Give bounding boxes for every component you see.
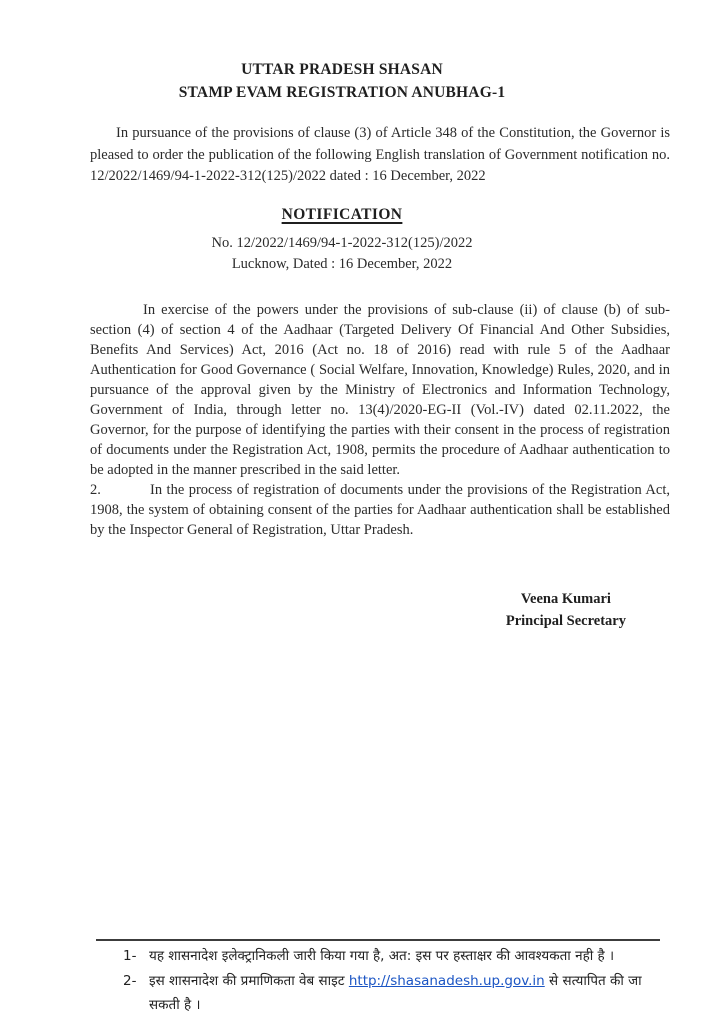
- signatory-designation: Principal Secretary: [505, 612, 626, 629]
- footer-divider-line: [96, 939, 660, 941]
- notification-heading: NOTIFICATION: [281, 205, 403, 223]
- body-paragraph-2: [90, 480, 670, 540]
- paragraph-2-text: In the process of registration of documents under the provisions of the Registration Act, 1908, the system of obtaining consent of the parties for Aadhaar authentication shall be established by the Inspector General of Registration, Uttar Pradesh.: [90, 481, 670, 538]
- intro-paragraph: In pursuance of the provisions of clause (3) of Article 348 of the Constitution, the Governor is pleased to order the publication of the following English translation of Government notification no. 12/2022/1469/94-1-2022-312(125)/2022 dated : 16 December, 2022: [90, 125, 670, 184]
- notification-heading-row: [52, 203, 632, 226]
- paragraph-number: 2.: [90, 481, 101, 498]
- footnote-2-text: [149, 969, 660, 1018]
- footnote-2-number: 2-: [123, 972, 137, 989]
- footnote-2-text-before-link: इस शासनादेश की प्रमाणिकता वेब साइट: [149, 972, 349, 989]
- department-title-line1: UTTAR PRADESH SHASAN: [241, 61, 443, 78]
- shasanadesh-website-link[interactable]: http://shasanadesh.up.gov.in: [348, 972, 545, 989]
- footnote-1-number: 1-: [123, 948, 137, 964]
- department-title-line2: STAMP EVAM REGISTRATION ANUBHAG-1: [178, 84, 506, 101]
- signatory-name: Veena Kumari: [520, 590, 611, 607]
- body-paragraph-1: In exercise of the powers under the provisions of sub-clause (ii) of clause (b) of sub-section (4) of section 4 of the Aadhaar (Targeted Delivery Of Financial And Other Subsidies, Benefits And Services) Act, 2016 (Act no. 18 of 2016) read with rule 5 of the Aadhaar Authentication for Good Governance ( Social Welfare, Innovation, Knowledge) Rules, 2020, and in pursuance of the approval given by the Ministry of Electronics and Information Technology, Government of India, through letter no. 13(4)/2020-EG-II (Vol.-IV) dated 02.11.2022, the Governor, for the purpose of identifying the parties with their consent in the process of registration of documents under the Registration Act, 1908, permits the procedure of Aadhaar authentication to be adopted in the manner prescribed in the said letter.: [90, 301, 670, 478]
- footnote-1: [96, 944, 660, 969]
- signature-block: [506, 588, 626, 632]
- notification-number: No. 12/2022/1469/94-1-2022-312(125)/2022: [211, 234, 473, 251]
- footnote-1-text: यह शासनादेश इलेक्ट्रानिकली जारी किया गया है, अत: इस पर हस्ताक्षर की आवश्यकता नही है ।: [149, 948, 615, 964]
- notification-place-date: Lucknow, Dated : 16 December, 2022: [231, 256, 453, 272]
- footnote-2-text-after-link: से सत्यापित की जा सकती है ।: [149, 972, 642, 1013]
- document-header: [52, 58, 632, 104]
- footnotes-section: [96, 939, 660, 1018]
- footnote-2: [96, 969, 660, 1018]
